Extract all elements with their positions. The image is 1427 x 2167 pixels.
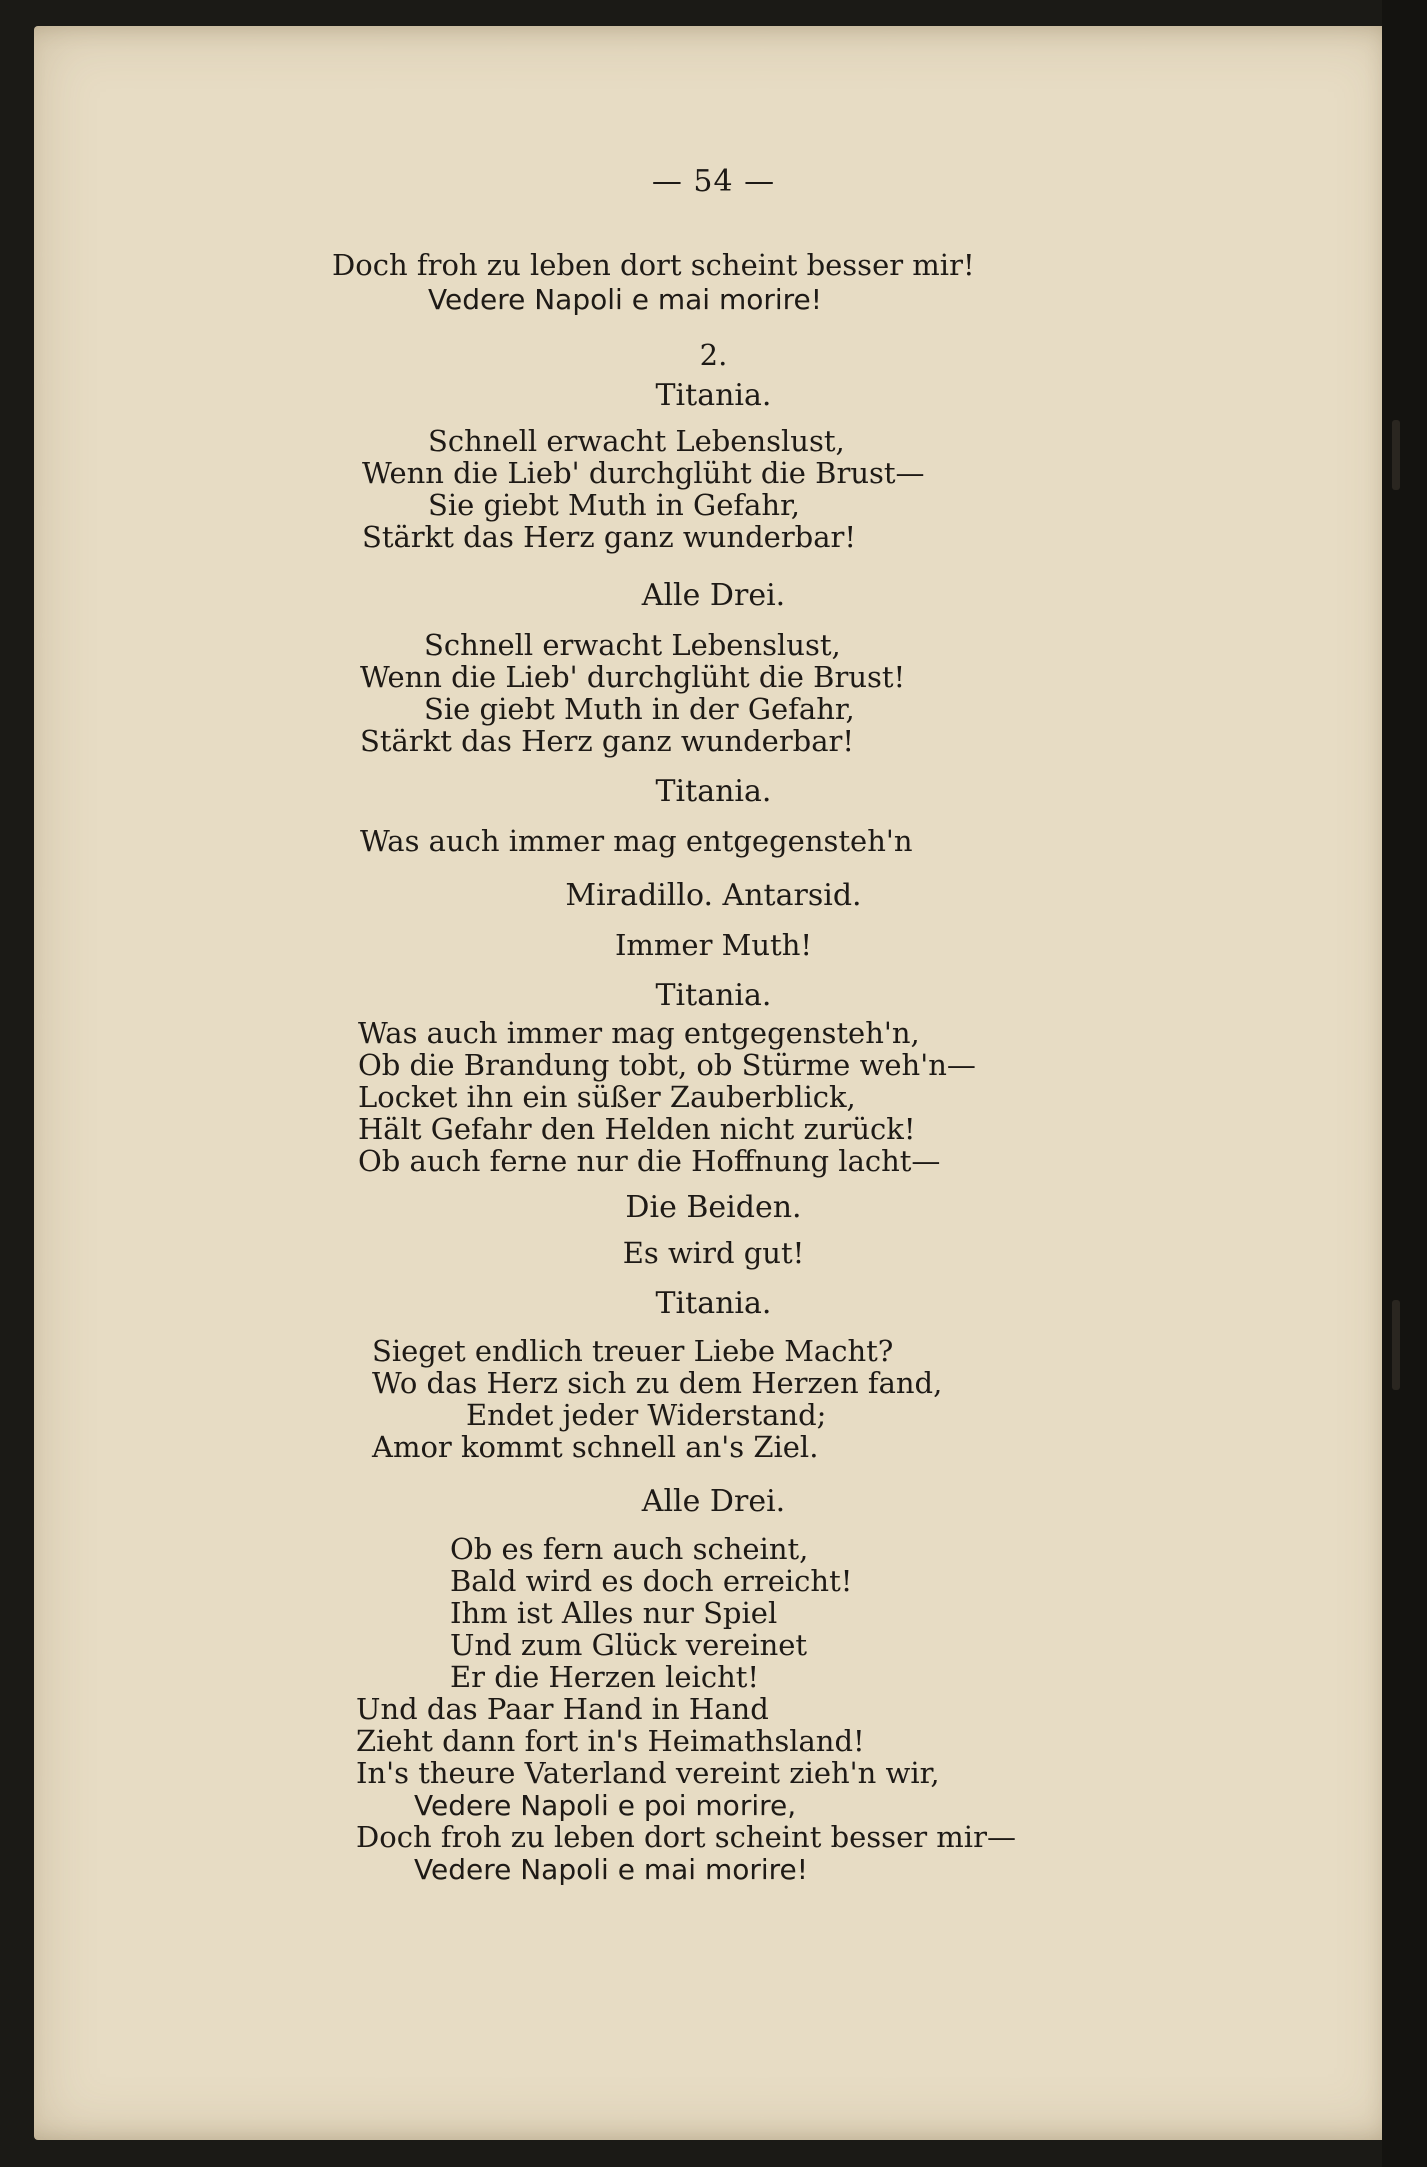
verse-line: Stärkt das Herz ganz wunderbar! (360, 724, 855, 758)
verse-line: Bald wird es doch erreicht! (450, 1564, 853, 1598)
verse-line: Doch froh zu leben dort scheint besser mir— (356, 1820, 1016, 1854)
verse-line: Und das Paar Hand in Hand (356, 1692, 769, 1726)
speaker-label: Die Beiden. (625, 1190, 802, 1225)
verse-line: Wenn die Lieb' durchglüht die Brust— (362, 456, 925, 490)
speaker-label: Alle Drei. (641, 578, 786, 613)
verse-line: Locket ihn ein süßer Zauberblick, (358, 1080, 856, 1114)
verse-line: Ob die Brandung tobt, ob Stürme weh'n— (358, 1048, 976, 1082)
verse-line: Amor kommt schnell an's Ziel. (372, 1430, 819, 1464)
verse-line: Schnell erwacht Lebenslust, (428, 424, 845, 458)
verse-line: Vedere Napoli e mai morire! (428, 283, 822, 316)
verse-line: Ihm ist Alles nur Spiel (450, 1596, 778, 1630)
verse-line: Vedere Napoli e poi morire, (414, 1789, 797, 1822)
verse-line: Endet jeder Widerstand; (466, 1398, 827, 1432)
verse-line: Doch froh zu leben dort scheint besser mir! (332, 248, 975, 282)
verse-line: Ob auch ferne nur die Hoffnung lacht— (358, 1144, 941, 1178)
verse-line: Wo das Herz sich zu dem Herzen fand, (372, 1366, 943, 1400)
verse-line: Vedere Napoli e mai morire! (414, 1853, 808, 1886)
speaker-label: Alle Drei. (641, 1484, 786, 1519)
page-number: — 54 — (651, 164, 776, 199)
speaker-label: Titania. (655, 1286, 772, 1321)
speaker-label: Miradillo. Antarsid. (565, 878, 862, 913)
section-number: 2. (699, 338, 728, 372)
verse-line: Sie giebt Muth in Gefahr, (428, 488, 800, 522)
verse-line: Zieht dann fort in's Heimathsland! (356, 1724, 865, 1758)
verse-line: Sieget endlich treuer Liebe Macht? (372, 1334, 894, 1368)
speaker-label: Titania. (655, 774, 772, 809)
verse-line: In's theure Vaterland vereint zieh'n wir, (356, 1756, 940, 1790)
verse-line: Und zum Glück vereinet (450, 1628, 808, 1662)
verse-line: Was auch immer mag entgegensteh'n (360, 824, 913, 858)
speaker-label: Titania. (655, 978, 772, 1013)
verse-line: Schnell erwacht Lebenslust, (424, 628, 841, 662)
verse-line: Sie giebt Muth in der Gefahr, (424, 692, 855, 726)
verse-line: Hält Gefahr den Helden nicht zurück! (358, 1112, 916, 1146)
verse-line: Wenn die Lieb' durchglüht die Brust! (360, 660, 906, 694)
verse-line: Er die Herzen leicht! (450, 1660, 760, 1694)
verse-line: Was auch immer mag entgegensteh'n, (358, 1016, 920, 1050)
speaker-label: Titania. (655, 378, 772, 413)
verse-line: Ob es fern auch scheint, (450, 1532, 809, 1566)
verse-line: Stärkt das Herz ganz wunderbar! (362, 520, 857, 554)
verse-line: Es wird gut! (622, 1236, 805, 1270)
verse-line: Immer Muth! (614, 928, 813, 962)
